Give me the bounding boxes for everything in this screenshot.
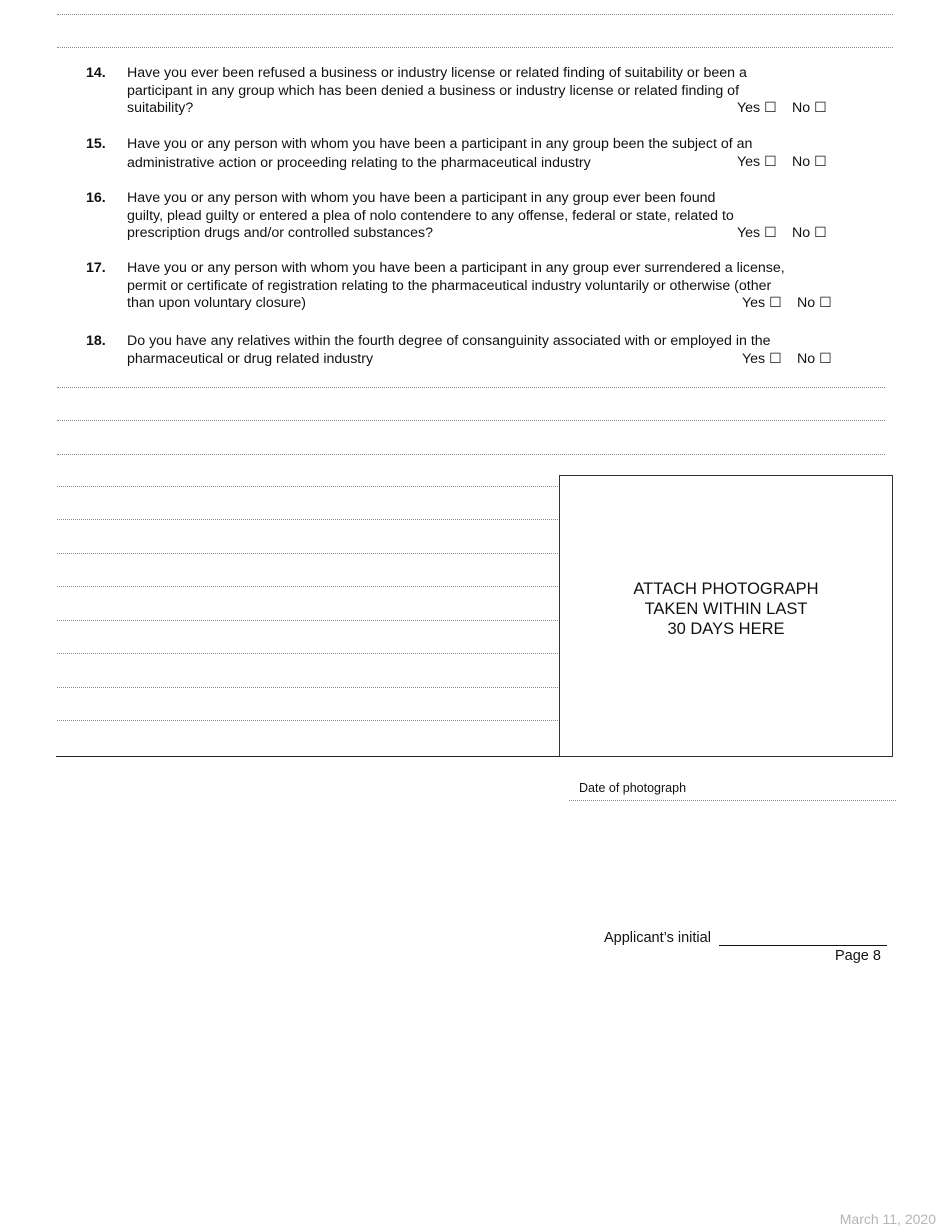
page-number: Page 8 <box>835 948 881 964</box>
question-text-line: than upon voluntary closure) <box>127 295 307 311</box>
writing-line[interactable] <box>57 454 885 455</box>
writing-line[interactable] <box>57 653 558 654</box>
question-number: 14. <box>86 65 106 81</box>
writing-line[interactable] <box>57 620 558 621</box>
question-number: 18. <box>86 333 106 349</box>
date-of-photograph-field[interactable] <box>569 800 896 801</box>
writing-line[interactable] <box>57 486 558 487</box>
no-checkbox[interactable]: No ☐ <box>797 295 832 311</box>
question-text-line: Do you have any relatives within the fourth degree of consanguinity associated with or employed in the <box>127 333 771 349</box>
writing-line[interactable] <box>57 586 558 587</box>
applicant-initial-label: Applicant’s initial <box>604 930 711 946</box>
writing-line[interactable] <box>57 420 885 421</box>
top-dotted-line-1 <box>57 14 893 15</box>
question-text-line: Have you or any person with whom you have been a participant in any group ever surrendered a license, <box>127 260 785 276</box>
question-number: 15. <box>86 136 106 152</box>
photo-instruction-line: 30 DAYS HERE <box>667 620 785 638</box>
question-text-line: Have you ever been refused a business or industry license or related finding of suitability or been a <box>127 65 747 81</box>
photo-instruction-line: ATTACH PHOTOGRAPH <box>633 580 819 598</box>
revision-date: March 11, 2020 <box>839 1211 936 1227</box>
question-number: 17. <box>86 260 106 276</box>
yes-checkbox[interactable]: Yes ☐ <box>737 225 777 241</box>
photo-instructions <box>560 579 892 639</box>
yes-checkbox[interactable]: Yes ☐ <box>742 351 782 367</box>
writing-line[interactable] <box>57 687 558 688</box>
writing-line[interactable] <box>57 387 885 388</box>
top-dotted-line-2 <box>57 47 893 48</box>
date-of-photograph-label: Date of photograph <box>579 781 687 795</box>
writing-line[interactable] <box>57 553 558 554</box>
applicant-initial-field[interactable] <box>719 945 887 946</box>
photo-attachment-box[interactable] <box>559 475 893 757</box>
question-text-line: Have you or any person with whom you have been a participant in any group been the subject of an <box>127 136 753 152</box>
no-checkbox[interactable]: No ☐ <box>792 154 827 170</box>
question-text-line: Have you or any person with whom you have been a participant in any group ever been found <box>127 190 716 206</box>
yes-checkbox[interactable]: Yes ☐ <box>737 154 777 170</box>
writing-line[interactable] <box>57 519 558 520</box>
no-checkbox[interactable]: No ☐ <box>792 225 827 241</box>
question-text-line: participant in any group which has been denied a business or industry license or related finding of <box>127 82 740 99</box>
question-text-line: permit or certificate of registration relating to the pharmaceutical industry voluntarily or otherwise (other <box>127 277 772 294</box>
question-number: 16. <box>86 190 106 206</box>
no-checkbox[interactable]: No ☐ <box>797 351 832 367</box>
photo-instruction-line: TAKEN WITHIN LAST <box>644 600 808 618</box>
yes-checkbox[interactable]: Yes ☐ <box>742 295 782 311</box>
section-bottom-line <box>56 756 560 757</box>
question-text-line: administrative action or proceeding relating to the pharmaceutical industry <box>127 154 591 171</box>
question-text-line: suitability? <box>127 100 194 116</box>
writing-line[interactable] <box>57 720 558 721</box>
question-text-line: guilty, plead guilty or entered a plea of nolo contendere to any offense, federal or state, related to <box>127 207 734 224</box>
yes-checkbox[interactable]: Yes ☐ <box>737 100 777 116</box>
question-text-line: prescription drugs and/or controlled substances? <box>127 225 433 241</box>
question-text-line: pharmaceutical or drug related industry <box>127 350 374 367</box>
no-checkbox[interactable]: No ☐ <box>792 100 827 116</box>
